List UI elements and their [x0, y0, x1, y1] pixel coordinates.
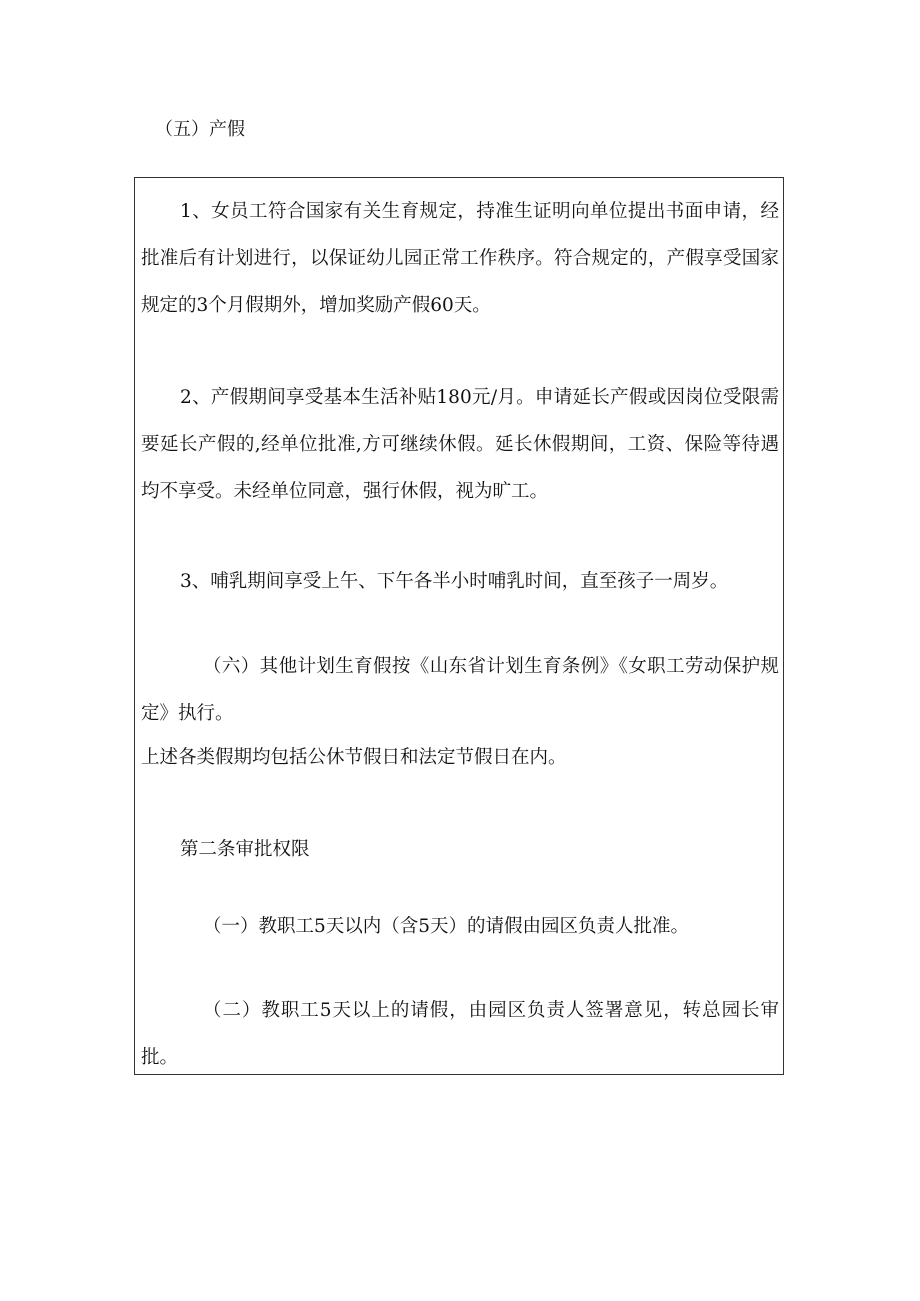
maternity-rule-3: 3、哺乳期间享受上午、下午各半小时哺乳时间，直至孩子一周岁。 — [180, 571, 729, 592]
summary-note: 上述各类假期均包括公休节假日和法定节假日在内。 — [141, 747, 567, 768]
maternity-rule-2: 2、产假期间享受基本生活补贴180元/月。申请延长产假或因岗位受限需要延长产假的,经单位批准,方可继续休假。延长休假期间，工资、保险等待遇均不享受。未经单位同意，强行休假，视为旷工。 — [141, 387, 779, 502]
section-five-heading: （五）产假 — [155, 119, 245, 140]
approval-rule-1: （一）教职工5天以内（含5天）的请假由园区负责人批准。 — [203, 916, 690, 937]
approval-rule-2: （二）教职工5天以上的请假，由园区负责人签署意见，转总园长审批。 — [141, 1000, 779, 1068]
content-box — [134, 177, 784, 1075]
article-two-heading: 第二条审批权限 — [180, 839, 310, 860]
maternity-rule-1: 1、女员工符合国家有关生育规定，持准生证明向单位提出书面申请，经批准后有计划进行，以保证幼儿园正常工作秩序。符合规定的，产假享受国家规定的3个月假期外，增加奖励产假60天。 — [141, 201, 779, 316]
section-six-text: （六）其他计划生育假按《山东省计划生育条例》《女职工劳动保护规定》执行。 — [141, 656, 779, 724]
